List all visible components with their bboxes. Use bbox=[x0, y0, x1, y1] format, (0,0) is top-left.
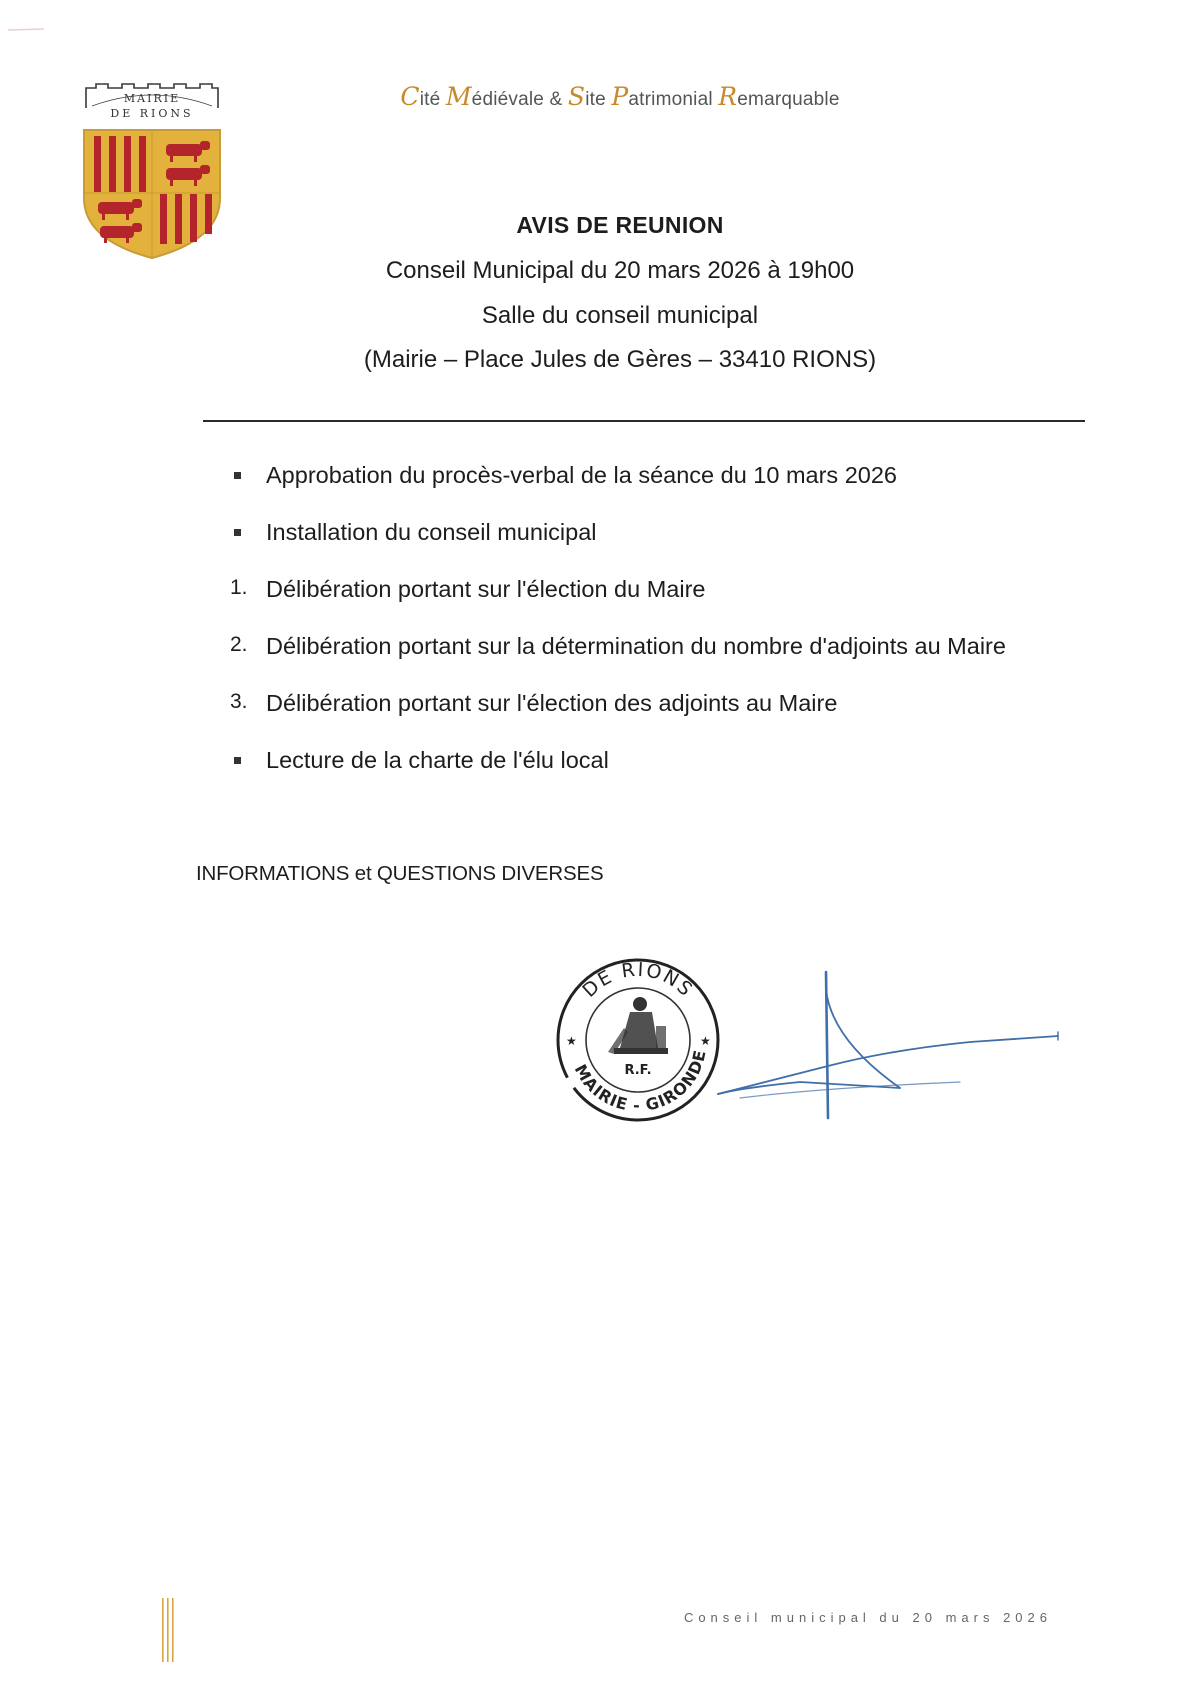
separator-rule bbox=[203, 420, 1085, 422]
agenda-number: 2. bbox=[230, 633, 248, 656]
svg-text:★: ★ bbox=[700, 1034, 711, 1048]
agenda-item bbox=[230, 690, 1130, 747]
tagline-capital: S bbox=[567, 82, 586, 111]
meeting-address-line: (Mairie – Place Jules de Gères – 33410 RIONS) bbox=[363, 346, 877, 373]
tagline-word: atrimonial bbox=[628, 89, 719, 110]
agenda-item-text: Installation du conseil municipal bbox=[266, 519, 597, 545]
tagline-capital: R bbox=[718, 82, 738, 111]
tagline-word: édiévale & bbox=[471, 89, 568, 110]
agenda-item bbox=[230, 747, 1130, 804]
tagline-capital: M bbox=[445, 82, 472, 111]
logo-text-top: MAIRIE bbox=[123, 92, 181, 105]
svg-text:★: ★ bbox=[566, 1034, 577, 1048]
bullet-square-icon bbox=[234, 757, 241, 764]
agenda-item-text: Approbation du procès-verbal de la séance du 10 mars 2026 bbox=[266, 462, 897, 488]
tagline-capital: C bbox=[400, 82, 420, 111]
tagline-word: emarquable bbox=[737, 89, 840, 110]
agenda-item bbox=[230, 519, 1130, 576]
meeting-room-line: Salle du conseil municipal bbox=[481, 302, 759, 329]
meeting-date-line: Conseil Municipal du 20 mars 2026 à 19h00 bbox=[385, 257, 855, 284]
agenda-number: 1. bbox=[230, 576, 248, 599]
stamp-text-top: DE RIONS bbox=[578, 958, 698, 1002]
agenda-item bbox=[230, 462, 1130, 519]
bullet-square-icon bbox=[234, 529, 241, 536]
stamp-text-bottom: MAIRIE - GIRONDE bbox=[570, 1047, 710, 1116]
agenda-list bbox=[230, 462, 1130, 804]
tagline-word: ite bbox=[585, 89, 612, 110]
agenda-item-text: Délibération portant sur la détermination du nombre d'adjoints au Maire bbox=[266, 633, 1006, 659]
tagline bbox=[0, 82, 1200, 111]
agenda-item-text: Lecture de la charte de l'élu local bbox=[266, 747, 609, 773]
logo-text-bottom: DE RIONS bbox=[110, 107, 194, 120]
stamp-center-text: R.F. bbox=[624, 1063, 652, 1078]
agenda-item-text: Délibération portant sur l'élection du Maire bbox=[266, 576, 706, 602]
bullet-square-icon bbox=[234, 472, 241, 479]
agenda-number: 3. bbox=[230, 690, 248, 713]
notice-title: AVIS DE REUNION bbox=[516, 212, 724, 238]
agenda-item bbox=[230, 576, 1130, 633]
agenda-item bbox=[230, 633, 1130, 690]
info-heading: INFORMATIONS et QUESTIONS DIVERSES bbox=[196, 862, 604, 885]
corner-mark bbox=[8, 28, 44, 32]
agenda-item-text: Délibération portant sur l'élection des adjoints au Maire bbox=[266, 690, 838, 716]
tagline-capital: P bbox=[611, 82, 629, 111]
tagline-word: ité bbox=[419, 89, 446, 110]
handwritten-signature-icon bbox=[700, 970, 1070, 1130]
footer-text: Conseil municipal du 20 mars 2026 bbox=[683, 1610, 1052, 1625]
footer-bars bbox=[160, 1598, 180, 1662]
